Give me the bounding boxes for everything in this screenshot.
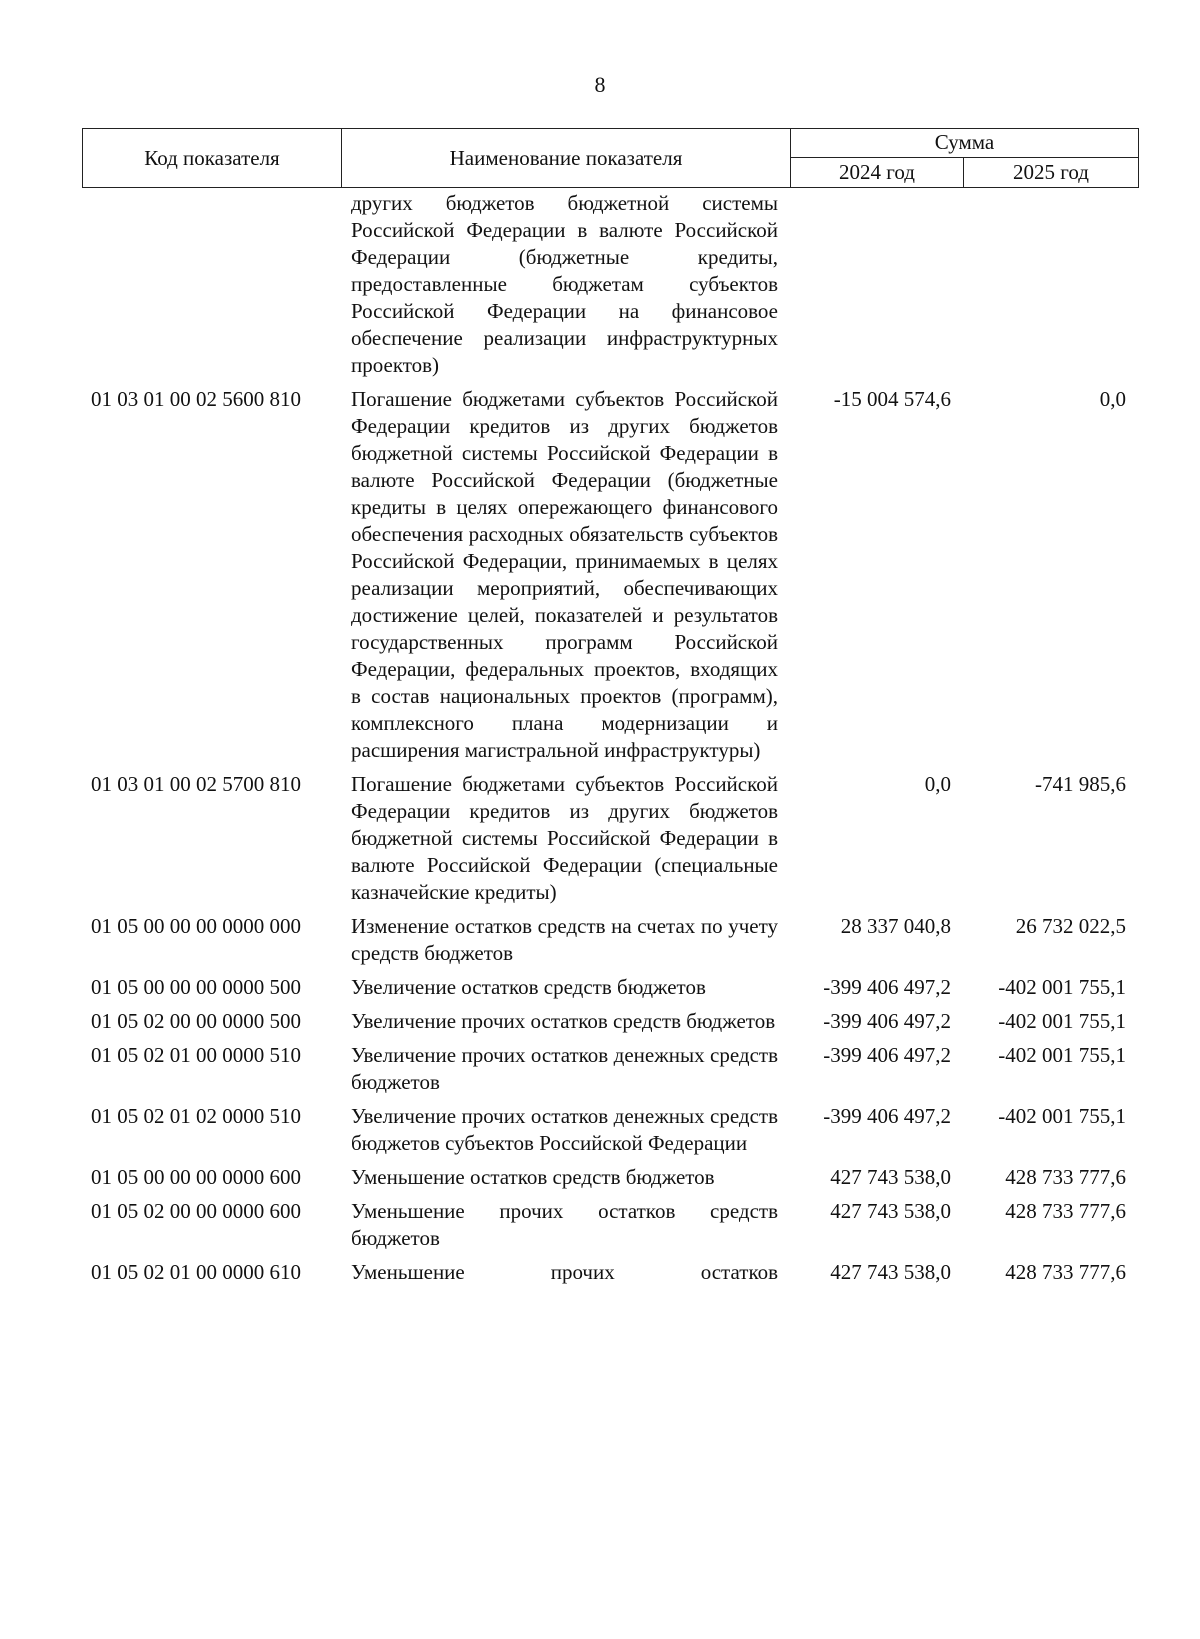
header-year-2025: 2025 год <box>964 157 1139 187</box>
row-value-2025: 26 732 022,5 <box>1015 914 1126 938</box>
row-value-2024: 427 743 538,0 <box>830 1165 951 1189</box>
row-code: 01 05 00 00 00 0000 600 <box>91 1165 301 1189</box>
row-code: 01 05 00 00 00 0000 500 <box>91 975 301 999</box>
table-row <box>82 1259 1138 1293</box>
row-code: 01 05 02 00 00 0000 500 <box>91 1009 301 1033</box>
row-value-2024: 0,0 <box>924 772 951 796</box>
row-value-2025: -402 001 755,1 <box>998 1009 1126 1033</box>
row-value-2025: -402 001 755,1 <box>998 975 1126 999</box>
row-value-2024: 28 337 040,8 <box>840 914 951 938</box>
table-row <box>82 974 1138 1008</box>
header-code: Код показателя <box>83 129 342 188</box>
row-code: 01 05 02 01 00 0000 510 <box>91 1043 301 1067</box>
row-code <box>82 190 341 386</box>
header-year-2024: 2024 год <box>791 157 964 187</box>
table-row <box>82 771 1138 913</box>
table-row <box>82 1103 1138 1164</box>
data-table <box>82 190 1138 1293</box>
row-value-2025: 428 733 777,6 <box>1005 1260 1126 1284</box>
row-value-2024: 427 743 538,0 <box>830 1199 951 1223</box>
row-code: 01 03 01 00 02 5700 810 <box>91 772 301 796</box>
table-row <box>82 386 1138 771</box>
row-code: 01 03 01 00 02 5600 810 <box>91 387 301 411</box>
row-code: 01 05 02 00 00 0000 600 <box>91 1199 301 1223</box>
row-value-2024: 427 743 538,0 <box>830 1260 951 1284</box>
row-name: Увеличение прочих остатков денежных средств бюджетов <box>351 1043 778 1094</box>
row-name: Уменьшение остатков средств бюджетов <box>351 1165 715 1189</box>
row-name: Увеличение прочих остатков средств бюджетов <box>351 1009 776 1033</box>
row-name: Увеличение остатков средств бюджетов <box>351 975 706 999</box>
row-value-2025: 428 733 777,6 <box>1005 1165 1126 1189</box>
row-value-2024: -399 406 497,2 <box>823 1104 951 1128</box>
row-value-2025: 428 733 777,6 <box>1005 1199 1126 1223</box>
row-name: Увеличение прочих остатков денежных средств бюджетов субъектов Российской Федерации <box>351 1104 778 1155</box>
table-row <box>82 913 1138 974</box>
table-row <box>82 1198 1138 1259</box>
row-code: 01 05 00 00 00 0000 000 <box>91 914 301 938</box>
row-value-2025: 0,0 <box>1099 387 1126 411</box>
row-name: других бюджетов бюджетной системы Российской Федерации в валюте Российской Федерации (бюджетные кредиты, предоставленные бюджетам субъектов Российской Федерации на финансовое обеспечение реализации инфраструктурных проектов) <box>351 191 778 377</box>
row-value-2024: -399 406 497,2 <box>823 1043 951 1067</box>
table-row <box>82 1008 1138 1042</box>
table-row <box>82 190 1138 386</box>
row-value-2025: -402 001 755,1 <box>998 1104 1126 1128</box>
row-name: Уменьшение прочих остатков средств бюджетов <box>351 1199 778 1250</box>
header-sum: Сумма <box>791 129 1139 158</box>
row-value-2025: -741 985,6 <box>1035 772 1126 796</box>
row-value-2024 <box>790 190 963 386</box>
header-name: Наименование показателя <box>342 129 791 188</box>
row-value-2025: -402 001 755,1 <box>998 1043 1126 1067</box>
row-value-2024: -399 406 497,2 <box>823 1009 951 1033</box>
row-name: Погашение бюджетами субъектов Российской Федерации кредитов из других бюджетов бюджетной системы Российской Федерации в валюте Российской Федерации (бюджетные кредиты в целях опережающего финансового обеспечения расходных обязательств субъектов Российской Федерации, принимаемых в целях реализации мероприятий, обеспечивающих достижение целей, показателей и результатов государственных программ Российской Федерации, федеральных проектов, входящих в состав национальных проектов (программ), комплексного плана модернизации и расширения магистральной инфраструктуры) <box>351 387 778 762</box>
row-code: 01 05 02 01 02 0000 510 <box>91 1104 301 1128</box>
page-number: 8 <box>594 72 606 97</box>
row-name: Погашение бюджетами субъектов Российской Федерации кредитов из других бюджетов бюджетной системы Российской Федерации в валюте Российской Федерации (специальные казначейские кредиты) <box>351 772 778 904</box>
row-name: Уменьшение прочих остатков <box>351 1260 778 1284</box>
table-row <box>82 1164 1138 1198</box>
row-value-2024: -399 406 497,2 <box>823 975 951 999</box>
row-code: 01 05 02 01 00 0000 610 <box>91 1260 301 1284</box>
table-row <box>82 1042 1138 1103</box>
row-name: Изменение остатков средств на счетах по учету средств бюджетов <box>351 914 778 965</box>
table-header <box>82 128 1139 188</box>
row-value-2025 <box>963 190 1138 386</box>
row-value-2024: -15 004 574,6 <box>833 387 951 411</box>
